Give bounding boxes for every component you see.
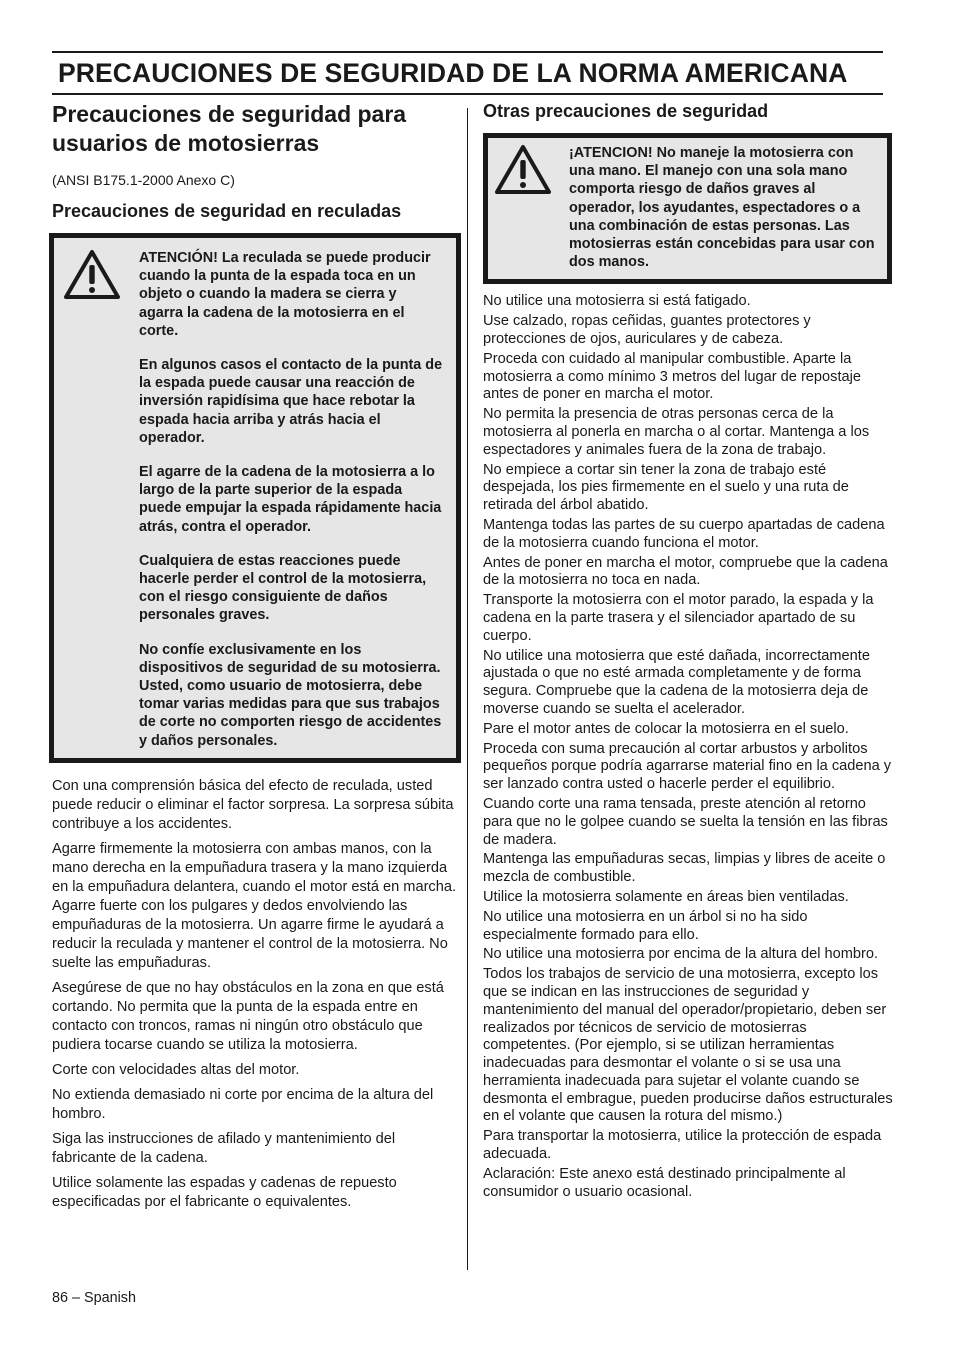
body-paragraph: No utilice una motosierra si está fatigado.: [483, 293, 751, 310]
warning-triangle-icon: [62, 248, 122, 302]
body-paragraph: Todos los trabajos de servicio de una motosierra, excepto los que se indican en las instrucciones de seguridad y mantenimiento del manual del operador/propietario, deben ser realizados por técnicos de servicio de motosierras competentes. (Por ejemplo, si se utilizan herramientas inadecuadas para desmontar el volante o si se usa una herramienta inadecuada para sujetar el volante cuando se desmonta el embrague, pueden producirse daños estructurales en el volante que causen la rotura del mismo.): [483, 966, 893, 1125]
kickback-warning-box: [49, 233, 461, 763]
warning-paragraph: ¡ATENCION! No maneje la motosierra con una mano. El manejo con una sola mano comporta riesgo de daños graves al operador, los ayudantes, espectadores o a una combinación de estas personas. Las motosierras están concebidas para usar con dos manos.: [569, 145, 875, 271]
other-precautions-subheading: Otras precauciones de seguridad: [483, 101, 769, 121]
warning-triangle-icon: [493, 143, 553, 197]
warning-paragraph: ATENCIÓN! La reculada se puede producir cuando la punta de la espada toca en un objeto o cuando la madera se cierra y agarra la cadena de la motosierra en el corte.: [139, 250, 431, 339]
body-paragraph: Utilice la motosierra solamente en áreas bien ventiladas.: [483, 888, 849, 905]
column-divider: [467, 108, 468, 1270]
section-title: Precauciones de seguridad para usuarios de motosierras: [52, 101, 407, 156]
left-column: [52, 100, 462, 1212]
body-paragraph: Proceda con suma precaución al cortar arbustos y arbolitos pequeños porque podría agarrarse material fino en la cadena y ser lanzado contra usted o hacerle perder el equilibrio.: [483, 740, 892, 793]
body-paragraph: No empiece a cortar sin tener la zona de trabajo esté despejada, los pies firmemente en el suelo y una ruta de retirada del árbol abatido.: [483, 461, 849, 514]
body-paragraph: Para transportar la motosierra, utilice la protección de espada adecuada.: [483, 1128, 882, 1163]
warning-paragraph: El agarre de la cadena de la motosierra a lo largo de la parte superior de la espada puede empujar la espada rápidamente hacia atrás, contra el operador.: [139, 464, 442, 535]
body-paragraph: No utilice una motosierra en un árbol si no ha sido especialmente formado para ello.: [483, 908, 808, 943]
body-paragraph: Antes de poner en marcha el motor, compruebe que la cadena de la motosierra no toca en nada.: [483, 554, 888, 589]
body-paragraph: Transporte la motosierra con el motor parado, la espada y la cadena en la parte trasera y el silenciador apartado de su cuerpo.: [483, 592, 874, 644]
body-paragraph: Con una comprensión básica del efecto de reculada, usted puede reducir o eliminar el factor sorpresa. La sorpresa súbita contribuye a los accidentes.: [52, 777, 454, 832]
body-paragraph: Pare el motor antes de colocar la motosierra en el suelo.: [483, 720, 849, 737]
body-paragraph: Mantenga las empuñaduras secas, limpias y libres de aceite o mezcla de combustible.: [483, 851, 886, 886]
kickback-instructions: [52, 777, 462, 1212]
body-paragraph: Siga las instrucciones de afilado y mantenimiento del fabricante de la cadena.: [52, 1130, 396, 1166]
one-hand-warning-box: [483, 133, 892, 284]
kickback-subheading: Precauciones de seguridad en reculadas: [52, 201, 402, 221]
body-paragraph: Agarre firmemente la motosierra con ambas manos, con la mano derecha en la empuñadura trasera y la mano izquierda en la empuñadura delantera, cuando el motor está en marcha. Agarre fuerte con los pulgares y dedos envolviendo las empuñaduras de la motosierra. Un agarre firme le ayudará a reducir la reculada y mantener el control de la motosierra. No suelte las empuñaduras.: [52, 840, 457, 971]
body-paragraph: Aclaración: Este anexo está destinado principalmente al consumidor o usuario ocasional.: [483, 1165, 846, 1200]
page-title: PRECAUCIONES DE SEGURIDAD DE LA NORMA AMERICANA: [58, 58, 848, 88]
body-paragraph: Asegúrese de que no hay obstáculos en la zona en que está cortando. No permita que la punta de la espada entre en contacto con troncos, ramas ni ningún otro obstáculo que pudiera tocarse cuando se utiliza la motosierra.: [52, 979, 444, 1053]
body-paragraph: Corte con velocidades altas del motor.: [52, 1061, 300, 1078]
body-paragraph: Utilice solamente las espadas y cadenas de repuesto especificadas por el fabricante o equivalentes.: [52, 1174, 397, 1210]
warning-paragraph: No confíe exclusivamente en los dispositivos de seguridad de su motosierra. Usted, como usuario de motosierra, debe tomar varias medidas para que sus trabajos de corte no comporten riesgo de accidentes y daños personales.: [139, 641, 442, 749]
body-paragraph: Use calzado, ropas ceñidas, guantes protectores y protecciones de ojos, auriculares y de cabeza.: [483, 313, 811, 348]
body-paragraph: No extienda demasiado ni corte por encima de la altura del hombro.: [52, 1086, 434, 1122]
body-paragraph: Proceda con cuidado al manipular combustible. Aparte la motosierra a como mínimo 3 metros del lugar de repostaje antes de poner en marcha el motor.: [483, 350, 861, 403]
warning-paragraph: Cualquiera de estas reacciones puede hacerle perder el control de la motosierra, con el riesgo consiguiente de daños personales graves.: [139, 552, 427, 624]
body-paragraph: Cuando corte una rama tensada, preste atención al retorno para que no le golpee cuando se suelta la tensión en las fibras de madera.: [483, 795, 888, 848]
page-header: [52, 51, 883, 95]
other-precautions-list: [483, 293, 893, 1201]
standard-reference: (ANSI B175.1-2000 Anexo C): [52, 172, 235, 188]
right-column: [483, 100, 893, 1201]
body-paragraph: No utilice una motosierra que esté dañada, incorrectamente ajustada o que no esté armada completamente y de forma segura. Compruebe que la cadena de la motosierra deja de moverse cuando se suelta el acelerador.: [483, 647, 870, 717]
warning-paragraph: En algunos casos el contacto de la punta de la espada puede causar una reacción de inversión rapidísima que hace rebotar la espada hacia arriba y atrás hacia el operador.: [139, 357, 443, 446]
body-paragraph: Mantenga todas las partes de su cuerpo apartadas de cadena de la motosierra cuando funciona el motor.: [483, 516, 885, 551]
body-paragraph: No utilice una motosierra por encima de la altura del hombro.: [483, 946, 879, 963]
body-paragraph: No permita la presencia de otras personas cerca de la motosierra al ponerla en marcha o al cortar. Mantenga a los espectadores y animales fuera de la zona de trabajo.: [483, 406, 870, 458]
page-number: 86 – Spanish: [52, 1290, 137, 1306]
